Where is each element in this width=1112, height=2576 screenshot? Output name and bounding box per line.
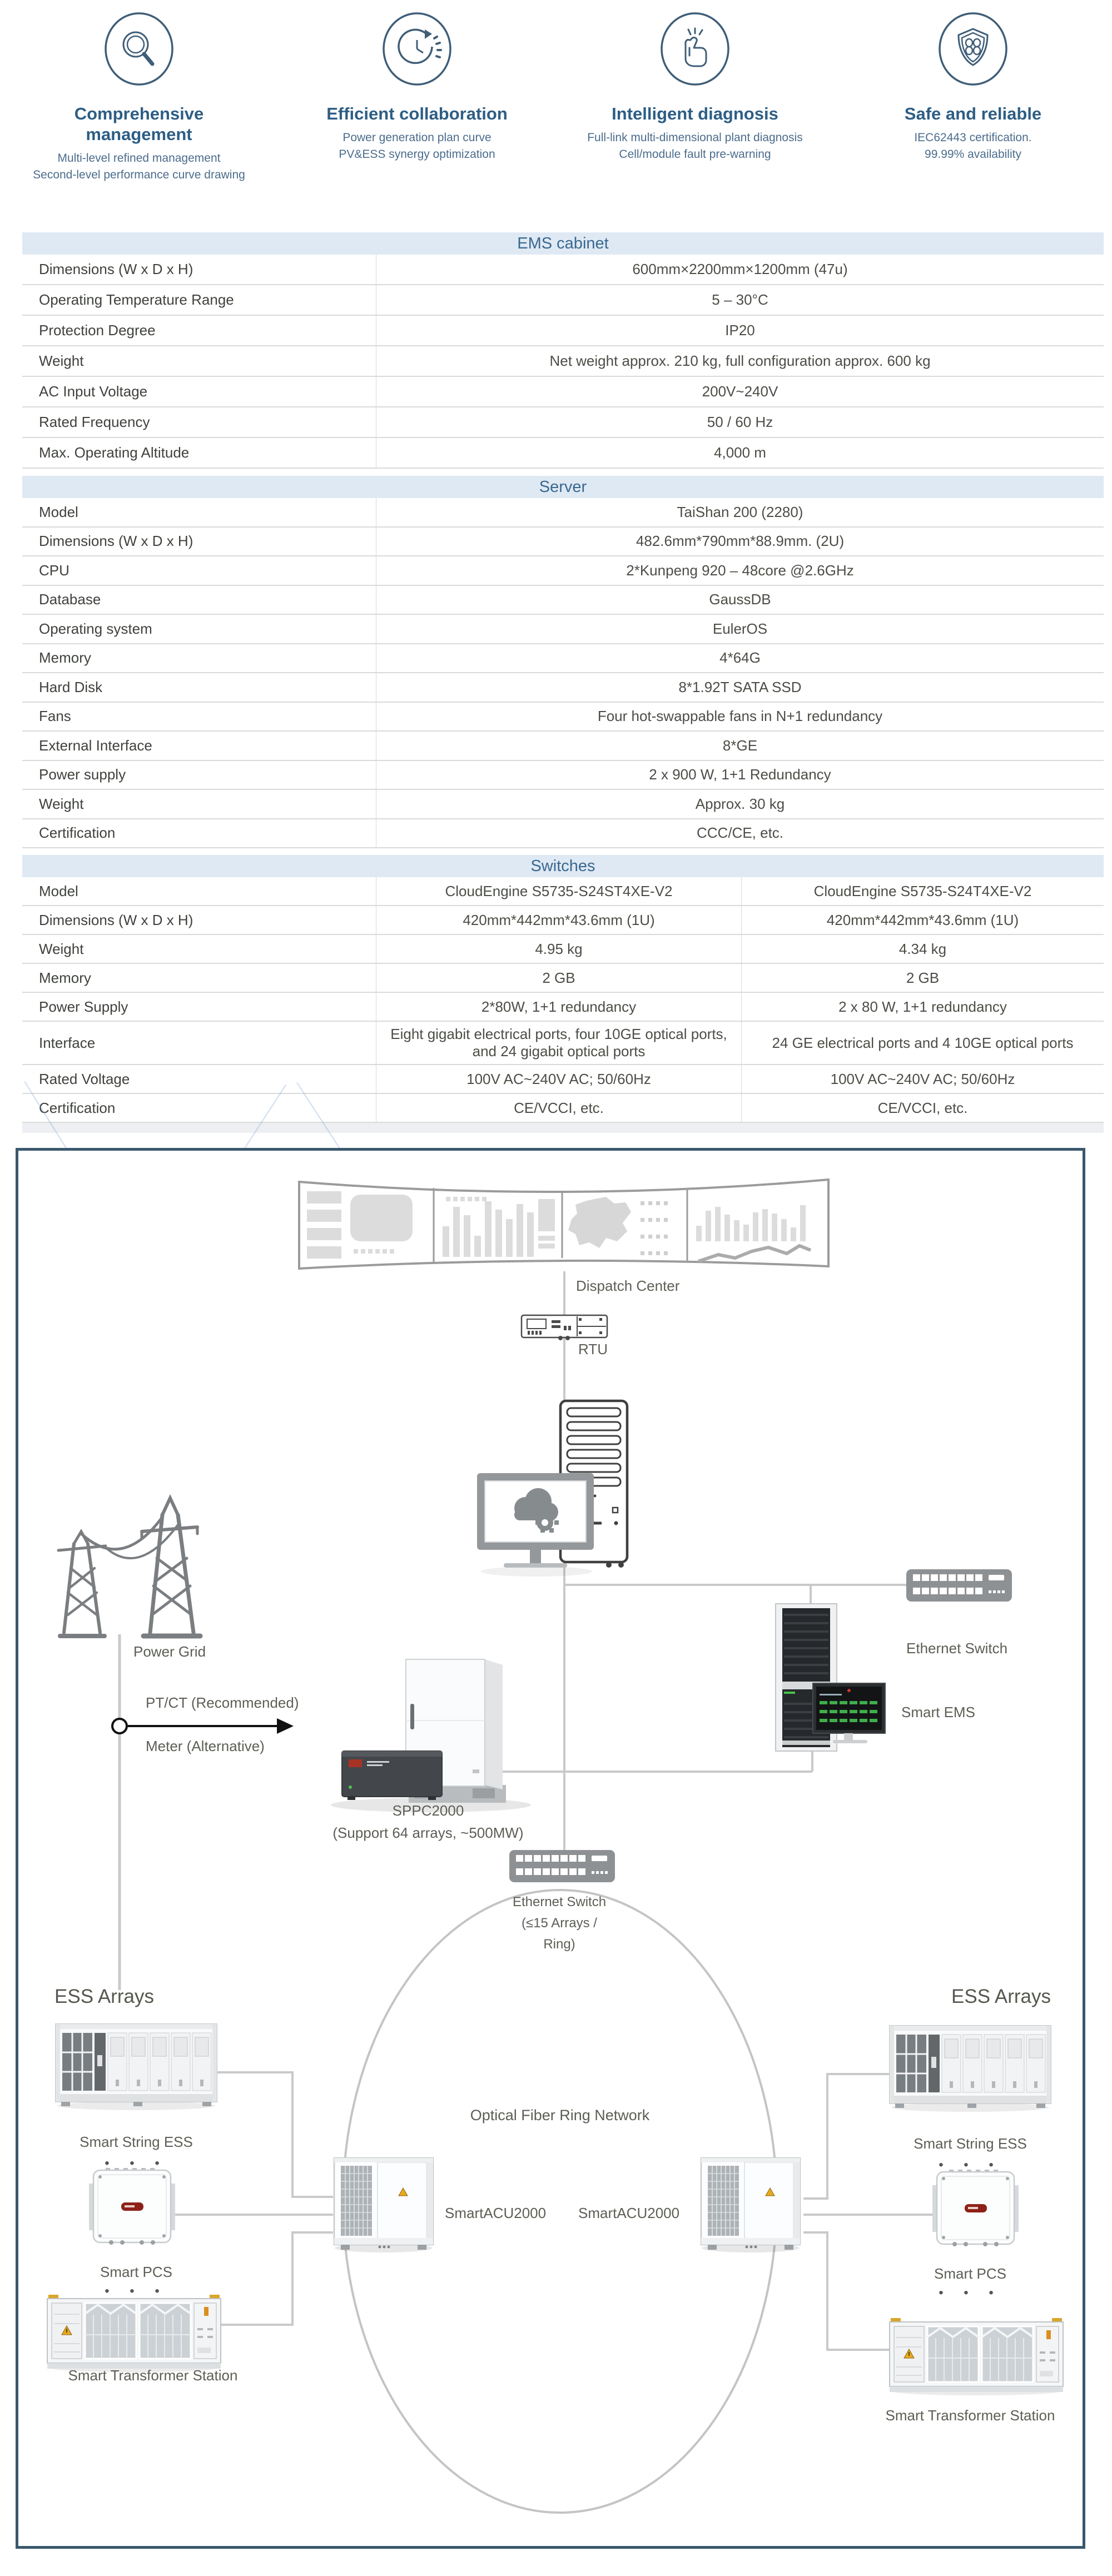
spec-value: 2 GB <box>906 969 940 986</box>
spec-value: 4.95 kg <box>376 935 742 963</box>
feature-intelligent-diagnosis <box>556 12 834 183</box>
table-row <box>22 1022 1104 1065</box>
spec-label: Dimensions (W x D x H) <box>22 528 376 556</box>
table-row <box>22 644 1104 674</box>
search-icon <box>100 12 178 90</box>
table-row <box>22 790 1104 819</box>
smart-pcs-icon <box>932 2170 1019 2246</box>
table-row <box>22 964 1104 993</box>
rtu-icon <box>522 1315 607 1340</box>
spec-value: 8*1.92T SATA SSD <box>678 678 802 695</box>
spec-label: CPU <box>22 556 376 585</box>
spec-value: CE/VCCI, etc. <box>376 1094 742 1122</box>
arrow-head <box>277 1718 294 1734</box>
cycle-clock-icon <box>378 12 456 90</box>
sppc2000-sub-label: (Support 64 arrays, ~500MW) <box>332 1824 524 1841</box>
spec-label: Memory <box>22 644 376 673</box>
feature-line: Cell/module fault pre-warning <box>619 148 771 161</box>
table-row <box>22 586 1104 615</box>
ellipsis-dots: • • • <box>939 2157 1002 2172</box>
table-row <box>22 877 1104 906</box>
smart-pcs-label-right: Smart PCS <box>934 2265 1007 2282</box>
ellipsis-dots: • • • <box>939 2285 1002 2300</box>
spec-label: Fans <box>22 703 376 731</box>
feature-comprehensive-management <box>0 12 278 183</box>
spec-label: Protection Degree <box>22 316 376 345</box>
spec-value: 482.6mm*790mm*88.9mm. (2U) <box>636 533 845 550</box>
spec-label: Rated Frequency <box>22 407 376 437</box>
spec-label: Interface <box>22 1022 376 1064</box>
spec-value: EulerOS <box>712 620 768 637</box>
dispatch-center-label: Dispatch Center <box>576 1277 680 1294</box>
sppc2000-icon <box>331 1659 531 1812</box>
spec-value: 2 x 900 W, 1+1 Redundancy <box>649 766 831 783</box>
table-row <box>22 819 1104 849</box>
smart-transformer-label-right: Smart Transformer Station <box>885 2407 1055 2424</box>
feature-line: Power generation plan curve <box>342 131 492 144</box>
table-title: Server <box>22 476 1104 498</box>
spec-label: Weight <box>22 346 376 376</box>
ellipsis-dots: • • • <box>105 2156 168 2171</box>
grid-meter-node <box>112 1718 294 1734</box>
spec-value: 50 / 60 Hz <box>707 414 773 430</box>
rtu-label: RTU <box>578 1341 608 1357</box>
spec-label: Certification <box>22 1094 376 1122</box>
connector-lines <box>172 1271 932 2350</box>
spec-value: Approx. 30 kg <box>695 795 785 812</box>
table-row <box>22 346 1104 377</box>
feature-line: IEC62443 certification. <box>914 131 1032 144</box>
smart-transformer-icon <box>47 2295 221 2372</box>
table-row <box>22 528 1104 557</box>
spec-value: Eight gigabit electrical ports, four 10GE optical ports, and 24 gigabit optical ports <box>376 1022 742 1064</box>
feature-title: Efficient collaboration <box>326 104 508 123</box>
spec-value: TaiShan 200 (2280) <box>677 503 803 520</box>
spec-label: Model <box>22 877 376 905</box>
spec-value: 4.34 kg <box>898 940 947 957</box>
feature-line: Multi-level refined management <box>57 152 221 165</box>
table-ems-cabinet <box>22 232 1104 469</box>
table-row <box>22 407 1104 438</box>
spec-value: CloudEngine S5735-S24T4XE-V2 <box>813 882 1032 899</box>
shield-icon <box>934 12 1012 90</box>
spec-value: CE/VCCI, etc. <box>877 1099 968 1116</box>
table-server <box>22 476 1104 848</box>
spec-label: Rated Voltage <box>22 1065 376 1093</box>
smart-string-ess-label-right: Smart String ESS <box>914 2135 1027 2152</box>
spec-value: 100V AC~240V AC; 50/60Hz <box>376 1065 742 1093</box>
spec-label: Power Supply <box>22 993 376 1021</box>
ring-switch-label-2: (≤15 Arrays / <box>522 1916 597 1931</box>
ess-arrays-heading-right: ESS Arrays <box>951 1986 1051 2007</box>
smart-acu2000-icon <box>334 2158 433 2252</box>
table-row <box>22 556 1104 586</box>
power-grid-label: Power Grid <box>133 1643 206 1660</box>
spec-value: 8*GE <box>722 737 758 754</box>
table-row <box>22 615 1104 644</box>
spec-value: Four hot-swappable fans in N+1 redundancy <box>597 708 883 725</box>
table-row <box>22 761 1104 790</box>
spec-label: AC Input Voltage <box>22 377 376 406</box>
spec-value: Net weight approx. 210 kg, full configuration approx. 600 kg <box>549 352 931 369</box>
spec-value: 2 x 80 W, 1+1 redundancy <box>838 998 1007 1015</box>
table-row <box>22 993 1104 1022</box>
table-row <box>22 285 1104 316</box>
smartacu-left-label: SmartACU2000 <box>445 2205 547 2221</box>
spec-value: 200V~240V <box>702 383 778 400</box>
table-footer-band <box>22 1123 1104 1133</box>
table-row <box>22 673 1104 703</box>
ellipsis-dots: • • • <box>105 2284 168 2299</box>
spec-label: Certification <box>22 819 376 848</box>
table-row <box>22 1094 1104 1123</box>
feature-row <box>0 12 1112 183</box>
spec-value: GaussDB <box>709 591 771 608</box>
ethernet-switch-icon <box>906 1569 1012 1602</box>
table-row <box>22 1065 1104 1094</box>
spec-label: Memory <box>22 964 376 992</box>
feature-efficient-collaboration <box>278 12 556 183</box>
meter-label: Meter (Alternative) <box>146 1738 265 1754</box>
feature-title: Intelligent diagnosis <box>612 104 778 123</box>
table-row <box>22 732 1104 761</box>
spec-value: IP20 <box>725 322 755 339</box>
spec-label: Database <box>22 586 376 614</box>
table-title: EMS cabinet <box>22 232 1104 255</box>
spec-value: 100V AC~240V AC; 50/60Hz <box>830 1070 1015 1087</box>
spec-value: 2*80W, 1+1 redundancy <box>376 993 742 1021</box>
snap-finger-icon <box>656 12 734 90</box>
smart-transformer-icon <box>890 2318 1063 2395</box>
feature-title: Safe and reliable <box>904 104 1042 123</box>
smart-ems-icon <box>776 1604 885 1751</box>
spec-label: Max. Operating Altitude <box>22 438 376 468</box>
ess-arrays-heading-left: ESS Arrays <box>54 1986 154 2007</box>
ring-switch-label-3: Ring) <box>543 1937 575 1952</box>
table-switches <box>22 855 1104 1133</box>
smartacu-right-label: SmartACU2000 <box>578 2205 680 2221</box>
spec-label: Weight <box>22 935 376 963</box>
table-row <box>22 377 1104 407</box>
spec-value: 600mm×2200mm×1200mm (47u) <box>632 261 848 277</box>
spec-label: Operating system <box>22 615 376 643</box>
ring-ethernet-switch-icon <box>509 1850 615 1882</box>
feature-line: PV&ESS synergy optimization <box>339 148 495 161</box>
smart-string-ess-icon <box>890 2026 1051 2112</box>
spec-label: Operating Temperature Range <box>22 285 376 315</box>
feature-line: Second-level performance curve drawing <box>33 168 245 181</box>
dispatch-wall-icon <box>299 1180 828 1269</box>
ptct-label: PT/CT (Recommended) <box>146 1694 299 1711</box>
table-row <box>22 316 1104 346</box>
smart-string-ess-icon <box>56 2024 217 2110</box>
spec-label: Dimensions (W x D x H) <box>22 255 376 284</box>
topology-diagram <box>17 1148 1095 2552</box>
feature-line: 99.99% availability <box>925 148 1021 161</box>
spec-value: 2*Kunpeng 920 – 48core @2.6GHz <box>626 561 854 579</box>
spec-value: 4*64G <box>719 649 761 667</box>
table-row <box>22 935 1104 964</box>
spec-value: CCC/CE, etc. <box>696 824 784 842</box>
spec-value: 2 GB <box>376 964 742 992</box>
feature-safe-reliable <box>834 12 1112 183</box>
ring-switch-label-1: Ethernet Switch <box>512 1894 607 1909</box>
table-row <box>22 255 1104 285</box>
spec-label: Hard Disk <box>22 673 376 702</box>
smart-pcs-label-left: Smart PCS <box>100 2264 173 2280</box>
spec-value: 4,000 m <box>714 444 766 461</box>
feature-line: Full-link multi-dimensional plant diagnosis <box>587 131 803 144</box>
smart-transformer-label-left: Smart Transformer Station <box>68 2367 238 2384</box>
ethernet-switch-label: Ethernet Switch <box>906 1640 1008 1657</box>
spec-label: Power supply <box>22 761 376 789</box>
spec-value: CloudEngine S5735-S24ST4XE-V2 <box>376 877 742 905</box>
table-row <box>22 906 1104 935</box>
smart-ems-label: Smart EMS <box>901 1704 975 1720</box>
ring-network-label: Optical Fiber Ring Network <box>470 2107 650 2124</box>
scada-server-icon <box>477 1401 627 1577</box>
spec-label: External Interface <box>22 732 376 760</box>
spec-tables <box>22 232 1104 1133</box>
feature-title: Comprehensive management <box>74 104 204 144</box>
smart-pcs-icon <box>89 2168 175 2245</box>
sppc2000-label: SPPC2000 <box>392 1802 464 1819</box>
smart-acu2000-icon <box>701 2158 800 2252</box>
smart-string-ess-label-left: Smart String ESS <box>80 2134 193 2150</box>
spec-value: 420mm*442mm*43.6mm (1U) <box>826 911 1019 928</box>
table-row <box>22 703 1104 732</box>
spec-label: Weight <box>22 790 376 818</box>
table-row <box>22 438 1104 469</box>
spec-value: 5 – 30°C <box>712 291 768 308</box>
table-row <box>22 498 1104 528</box>
spec-value: 420mm*442mm*43.6mm (1U) <box>376 906 742 934</box>
spec-value: 24 GE electrical ports and 4 10GE optical ports <box>772 1034 1074 1051</box>
table-title: Switches <box>22 855 1104 877</box>
power-grid-icon <box>58 1498 200 1636</box>
spec-label: Dimensions (W x D x H) <box>22 906 376 934</box>
spec-label: Model <box>22 498 376 526</box>
